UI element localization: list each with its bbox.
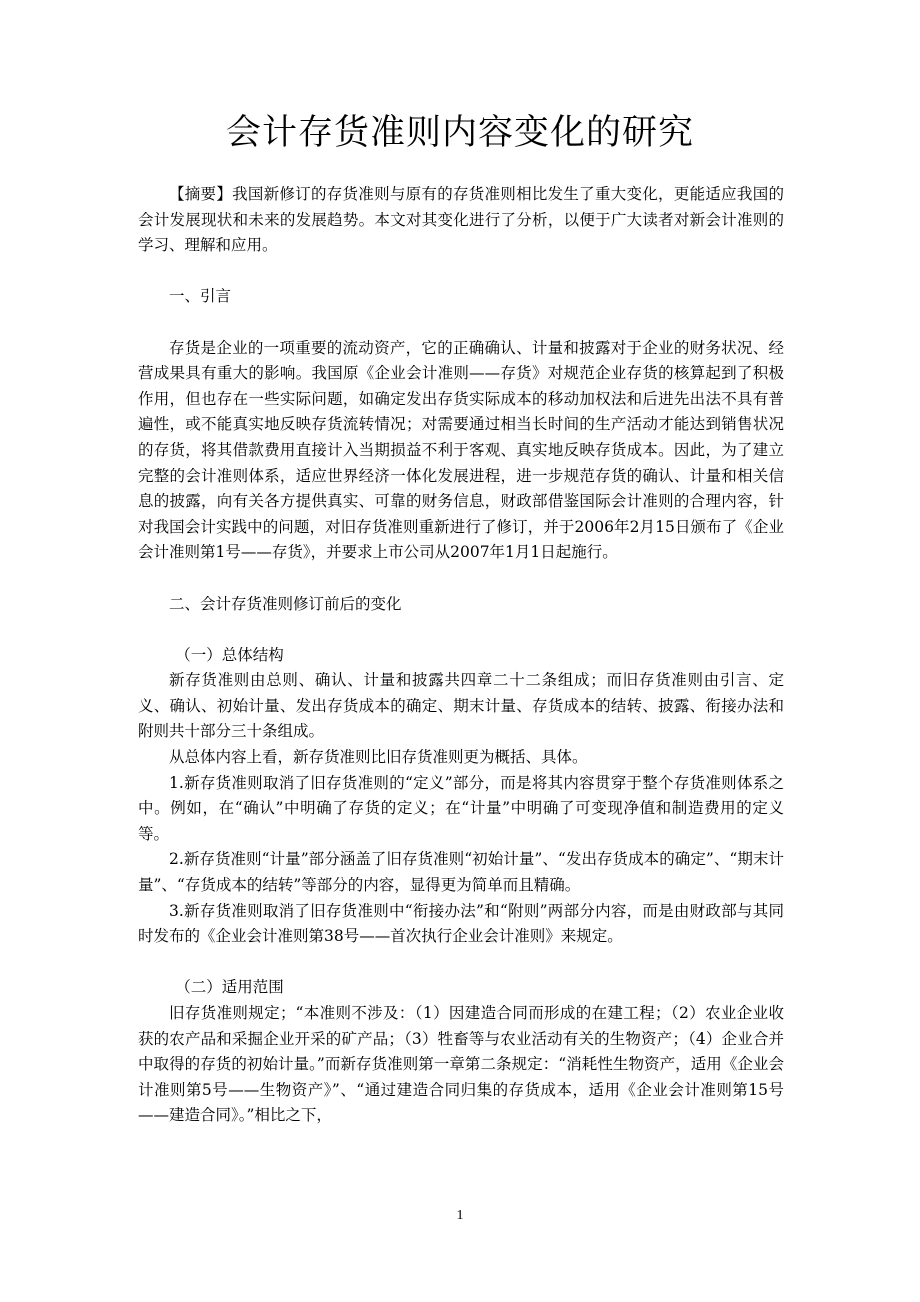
spacer (138, 566, 784, 592)
page-number: 1 (456, 1208, 464, 1223)
structure-paragraph: 从总体内容上看，新存货准则比旧存货准则更为概括、具体。 (169, 748, 588, 767)
structure-paragraph: 3.新存货准则取消了旧存货准则中“衔接办法”和“附则”两部分内容，而是由财政部与其同时发布的《企业会计准则第38号——首次执行企业会计准则》来规定。 (138, 901, 784, 946)
document-title: 会计存货准则内容变化的研究 (225, 113, 694, 153)
structure-paragraph: 2.新存货准则“计量”部分涵盖了旧存货准则“初始计量”、“发出存货成本的确定”、“期末计量”、“存货成本的结转”等部分的内容，显得更为简单而且精确。 (138, 850, 784, 895)
structure-paragraph: 新存货准则由总则、确认、计量和披露共四章二十二条组成；而旧存货准则由引言、定义、确认、初始计量、发出存货成本的确定、期末计量、存货成本的结转、披露、衔接办法和附则共十部分三十条组成。 (138, 671, 784, 741)
spacer (138, 950, 784, 976)
structure-paragraph: 1.新存货准则取消了旧存货准则的“定义”部分，而是将其内容贯穿于整个存货准则体系之中。例如，在“确认”中明确了存货的定义；在“计量”中明确了可变现净值和制造费用的定义等。 (138, 773, 784, 843)
abstract-paragraph: 【摘要】我国新修订的存货准则与原有的存货准则相比发生了重大变化，更能适应我国的会计发展现状和未来的发展趋势。本文对其变化进行了分析，以便于广大读者对新会计准则的学习、理解和应用。 (138, 185, 784, 255)
section-heading-intro: 一、引言 (169, 287, 232, 306)
subsection-heading-structure: （一）总体结构 (175, 645, 284, 664)
section-heading-changes: 二、会计存货准则修订前后的变化 (169, 594, 402, 613)
spacer (138, 617, 784, 643)
spacer (138, 259, 784, 285)
document-body (138, 182, 784, 1129)
intro-paragraph: 存货是企业的一项重要的流动资产，它的正确确认、计量和披露对于企业的财务状况、经营成果具有重大的影响。我国原《企业会计准则——存货》对规范企业存货的核算起到了积极作用，但也存在一些实际问题，如确定发出存货实际成本的移动加权法和后进先出法不具有普遍性，或不能真实地反映存货流转情况；对需要通过相当长时间的生产活动才能达到销售状况的存货，将其借款费用直接计入当期损益不利于客观、真实地反映存货成本。因此，为了建立完整的会计准则体系，适应世界经济一体化发展进程，进一步规范存货的确认、计量和相关信息的披露，向有关各方提供真实、可靠的财务信息，财政部借鉴国际会计准则的合理内容，针对我国会计实践中的问题，对旧存货准则重新进行了修订，并于2006年2月15日颁布了《企业会计准则第1号——存货》，并要求上市公司从2007年1月1日起施行。 (138, 338, 784, 562)
scope-paragraph: 旧存货准则规定；“本准则不涉及：（1）因建造合同而形成的在建工程；（2）农业企业收获的农产品和采掘企业开采的矿产品；（3）牲畜等与农业活动有关的生物资产；（4）企业合并中取得的存货的初始计量。”而新存货准则第一章第二条规定：“消耗性生物资产，适用《企业会计准则第5号——生物资产》”、“通过建造合同归集的存货成本，适用《企业会计准则第15号——建造合同》。”相比之下， (138, 1004, 784, 1125)
spacer (138, 310, 784, 336)
subsection-heading-scope: （二）适用范围 (175, 978, 284, 997)
